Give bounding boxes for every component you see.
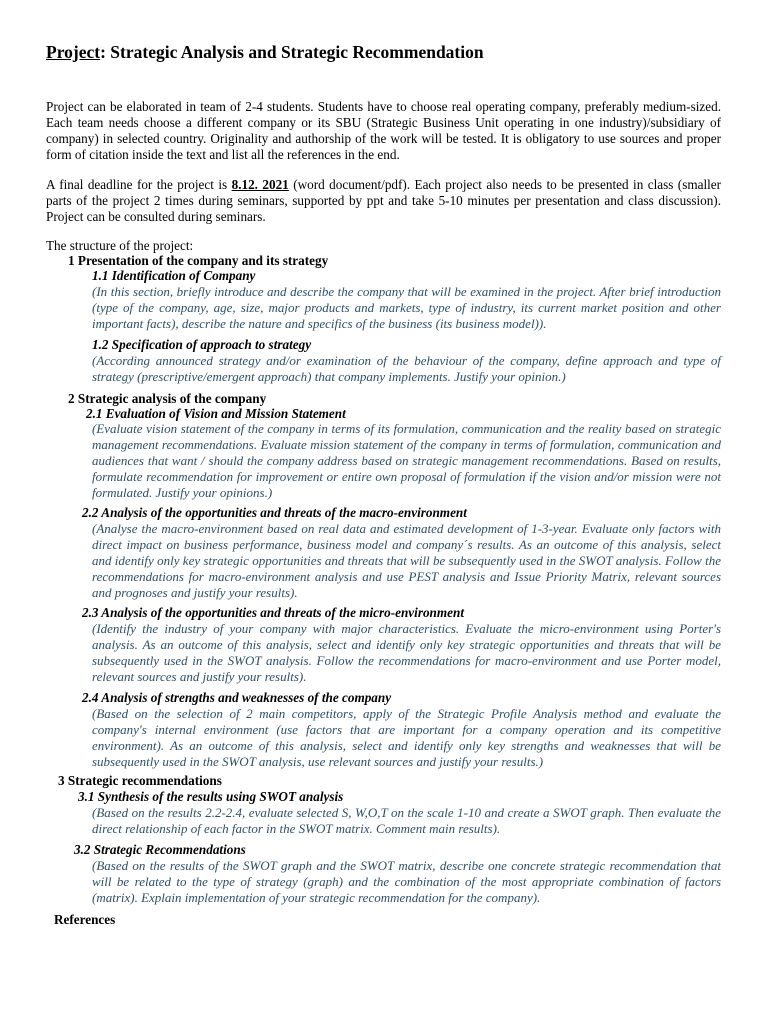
section-3-1-heading: 3.1 Synthesis of the results using SWOT analysis xyxy=(78,789,344,804)
section-1-1-description: (In this section, briefly introduce and describe the company that will be examined in the project. After brief introduction (type of the company, age, size, major products and markets, type of industry, its current market position and other important facts), describe the nature and specifics of the business (its business model)). xyxy=(92,284,721,331)
section-2-3-heading: 2.3 Analysis of the opportunities and threats of the micro-environment xyxy=(82,605,464,620)
section-1-1-heading: 1.1 Identification of Company xyxy=(92,268,256,283)
section-3-heading: 3 Strategic recommendations xyxy=(58,773,222,788)
intro-paragraph: Project can be elaborated in team of 2-4 students. Students have to choose real operating company, preferably medium-sized. Each team needs choose a different company or its SBU (Strategic Business Unit operating in one industry)/subsidiary of company) in selected country. Originality and authorship of the work will be tested. It is obligatory to use sources and proper form of citation inside the text and list all the references in the end. xyxy=(46,99,721,162)
deadline-paragraph xyxy=(46,177,721,225)
deadline-before: A final deadline for the project is xyxy=(46,177,232,192)
section-2-4-heading: 2.4 Analysis of strengths and weaknesses of the company xyxy=(82,690,392,705)
section-2-2-heading: 2.2 Analysis of the opportunities and threats of the macro-environment xyxy=(82,505,467,520)
section-2-heading: 2 Strategic analysis of the company xyxy=(68,391,267,406)
structure-label: The structure of the project: xyxy=(46,238,194,253)
section-1-2-description: (According announced strategy and/or examination of the behaviour of the company, define approach and type of strategy (prescriptive/emergent approach) that company implements. Justify your opinion.) xyxy=(92,353,721,384)
document-title xyxy=(46,42,484,63)
section-3-2-description: (Based on the results of the SWOT graph and the SWOT matrix, describe one concrete strategic recommendation that will be related to the type of strategy (graph) and the combination of the most appropriate combination of factors (matrix). Explain implementation of your strategic recommendation for the company). xyxy=(92,858,721,905)
section-3-1-description: (Based on the results 2.2-2.4, evaluate selected S, W,O,T on the scale 1-10 and create a SWOT graph. Then evaluate the direct relationship of each factor in the SWOT matrix. Comment main results). xyxy=(92,805,721,836)
section-1-heading: 1 Presentation of the company and its strategy xyxy=(68,253,329,268)
references-heading: References xyxy=(54,912,116,927)
section-2-4-description: (Based on the selection of 2 main competitors, apply of the Strategic Profile Analysis method and evaluate the company's internal environment (use factors that are important for a company operation and its competitive environment). As an outcome of this analysis, select and identify only key strengths and weaknesses that will be subsequently used in the SWOT analysis, use relevant sources and justify your results.) xyxy=(92,706,721,769)
title-rest: : Strategic Analysis and Strategic Recommendation xyxy=(100,42,484,62)
section-2-1-description: (Evaluate vision statement of the company in terms of its formulation, communication and the reality based on strategic management recommendations. Evaluate mission statement of the company in terms of formulation, communication and audiences that want / should the company address based on strategic management recommendations. Based on results, formulate recommendation for improvement or entire own proposal of formulation if the vision and/or mission were not formulated. Justify your opinions.) xyxy=(92,421,721,500)
deadline-date: 8.12. 2021 xyxy=(231,177,289,192)
section-1-2-heading: 1.2 Specification of approach to strategy xyxy=(92,337,312,352)
deadline-after: (word document/pdf). Each project also needs to be presented in class (smaller parts of the project 2 times during seminars, supported by ppt and take 5-10 minutes per presentation and class discussion). Project can be consulted during seminars. xyxy=(46,177,722,224)
section-2-1-heading: 2.1 Evaluation of Vision and Mission Statement xyxy=(86,406,346,421)
section-2-3-description: (Identify the industry of your company with major characteristics. Evaluate the micro-environment using Porter's analysis. As an outcome of this analysis, select and identify only key strategic opportunities and threats that will be subsequently used in the SWOT analysis. Follow the recommendations for macro-environment and use Porter model, relevant sources and justify your results). xyxy=(92,621,721,684)
section-2-2-description: (Analyse the macro-environment based on real data and estimated development of 1-3-year. Evaluate only factors with direct impact on business performance, business model and company´s results. As an outcome of this analysis, select and identify only key strategic opportunities and threats that will be subsequently used in the SWOT analysis. Follow the recommendations for macro-environment analysis and use PEST analysis and Issue Priority Matrix, relevant sources and prognoses and justify your results). xyxy=(92,521,721,600)
section-3-2-heading: 3.2 Strategic Recommendations xyxy=(74,842,246,857)
title-prefix: Project xyxy=(46,42,101,62)
